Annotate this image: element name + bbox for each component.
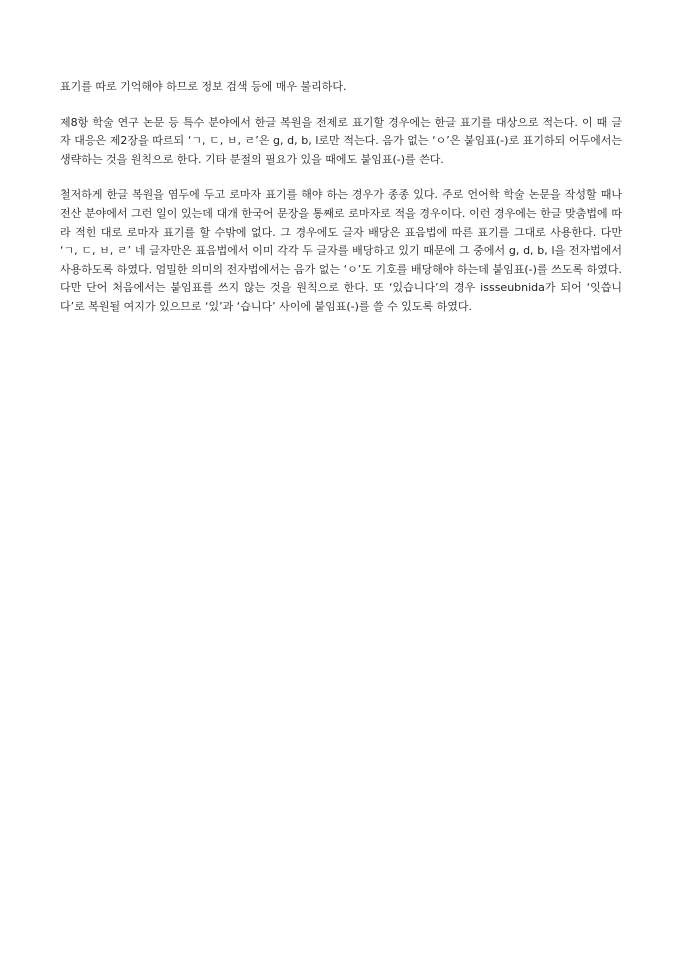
paragraph-intro: 표기를 따로 기억해야 하므로 정보 검색 등에 매우 불리하다. <box>60 80 347 93</box>
paragraph-spacer <box>60 169 622 186</box>
paragraph-explanation: 철저하게 한글 복원을 염두에 두고 로마자 표기를 해야 하는 경우가 종종 있다. 주로 언어학 학술 논문을 작성할 때나 전산 분야에서 그런 일이 있는데 대개 한국어 문장을 통째로 로마자로 적을 경우이다. 이런 경우에는 한글 맞춤법에 따라 적힌 대로 로마자 표기를 할 수밖에 없다. 그 경우에도 글자 배당은 표음법에 따른 표기를 그대로 사용한다. 다만 ‘ㄱ, ㄷ, ㅂ, ㄹ’ 네 글자만은 표음법에서 이미 각각 두 글자를 배당하고 있기 때문에 그 중에서 g, d, b, l을 전자법에서 사용하도록 하였다. 엄밀한 의미의 전자법에서는 음가 없는 ‘ㅇ’도 기호를 배당해야 하는데 붙임표(-)를 쓰도록 하였다. 다만 단어 처음에서는 붙임표를 쓰지 않는 것을 원칙으로 한다. 또 ‘있습니다’의 경우 issseubnida가 되어 ‘잇씁니다’로 복원될 여지가 있으므로 ‘있’과 ‘습니다’ 사이에 붙임표(-)를 쓸 수 있도록 하였다. <box>60 188 622 313</box>
paragraph-spacer <box>60 97 622 114</box>
document-body <box>60 78 622 317</box>
paragraph-article-8: 제8항 학술 연구 논문 등 특수 분야에서 한글 복원을 전제로 표기할 경우에는 한글 표기를 대상으로 적는다. 이 때 글자 대응은 제2장을 따르되 ‘ㄱ, ㄷ, ㅂ, ㄹ’은 g, d, b, l로만 적는다. 음가 없는 ‘ㅇ’은 붙임표(-)로 표기하되 어두에서는 생략하는 것을 원칙으로 한다. 기타 분절의 필요가 있을 때에도 붙임표(-)를 쓴다. <box>60 115 622 166</box>
